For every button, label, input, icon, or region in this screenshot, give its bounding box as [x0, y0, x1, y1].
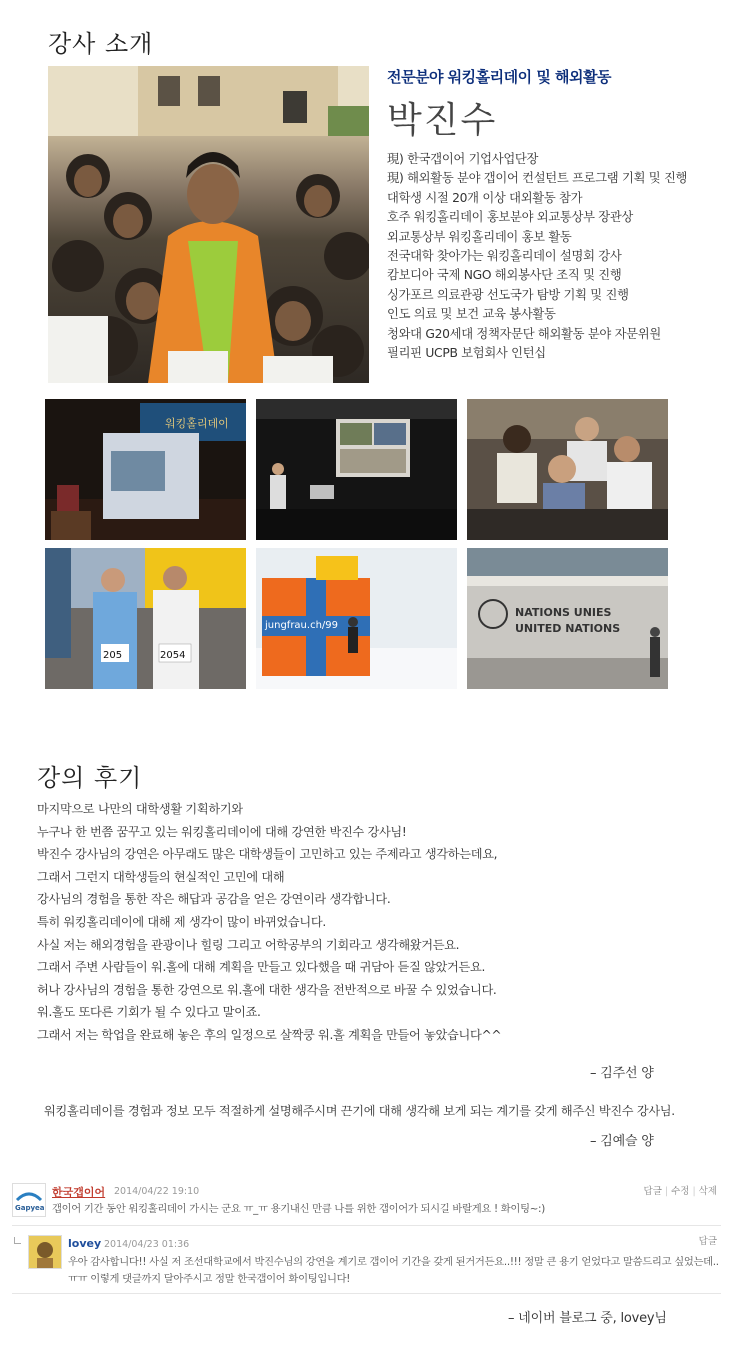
comment-reply-item [12, 1231, 721, 1291]
review-signature-2: – 김예슬 양 [590, 1134, 654, 1149]
race-bib-number: 205 [103, 650, 123, 661]
gallery-photo-jungfrau [256, 548, 457, 689]
comment-box-bottom-border [12, 1293, 721, 1294]
avatar [28, 1235, 62, 1269]
comment-author[interactable]: lovey [68, 1237, 102, 1250]
comment-actions [699, 1233, 717, 1247]
gallery-photo-united-nations [467, 548, 668, 689]
career-item: 청와대 G20세대 정책자문단 해외활동 분야 자문위원 [387, 326, 661, 341]
career-item: 現) 해외활동 분야 갭이어 컨설턴트 프로그램 기획 및 진행 [387, 171, 688, 186]
career-item: 現) 한국갭이어 기업사업단장 [387, 152, 539, 166]
career-list [387, 150, 687, 363]
avatar [12, 1183, 46, 1217]
reply-button[interactable]: 답글 [643, 1186, 662, 1197]
source-attribution: – 네이버 블로그 중, lovey님 [508, 1311, 667, 1326]
review-line: 박진수 강사님의 강연은 아무래도 많은 대학생들이 고민하고 있는 주제라고 생각하는데요, [37, 847, 498, 862]
career-item: 캄보디아 국제 NGO 해외봉사단 조직 및 진행 [387, 268, 622, 283]
instructor-name: 박진수 [387, 100, 498, 141]
reply-indicator-icon [14, 1237, 21, 1244]
comment-author[interactable]: 한국갭이어 [52, 1186, 106, 1199]
instructor-subtitle: 전문분야 워킹홀리데이 및 해외활동 [387, 68, 612, 86]
career-item: 싱가포르 의료관광 선도국가 탐방 기획 및 진행 [387, 287, 629, 302]
comment-text-line-2: ㅠㅠ 이렇게 댓글까지 달아주시고 정말 한국갭이어 화이팅입니다! [68, 1273, 351, 1285]
career-item: 대학생 시절 20개 이상 대외활동 참가 [387, 190, 583, 205]
gallery-photo-friends [467, 399, 668, 540]
svg-text:Gapyear: Gapyear [15, 1204, 45, 1212]
review-section-title: 강의 후기 [37, 764, 143, 792]
comment-item [12, 1175, 721, 1221]
gallery-photo-lecture-hall [45, 399, 246, 540]
gallery-photo-marathon [45, 548, 246, 689]
career-item: 필리핀 UCPB 보험회사 인턴십 [387, 346, 546, 361]
instructor-section-title: 강사 소개 [48, 30, 154, 58]
edit-button[interactable]: 수정 [671, 1186, 690, 1197]
banner-text: 워킹홀리데이 [165, 417, 229, 430]
comment-actions: 답글 | 수정 | 삭제 [643, 1186, 717, 1197]
delete-button[interactable]: 삭제 [698, 1186, 717, 1197]
un-sign-french: NATIONS UNIES [515, 606, 612, 619]
comment-text: 갭이어 기간 동안 워킹홀리데이 가시는 군요 ㅠ_ㅠ 용기내신 만큼 나를 위한 갭이어가 되시길 바랄게요 ! 화이팅~:) [52, 1203, 545, 1215]
review-line: 워.홀도 또다른 기회가 될 수 있다고 말이죠. [37, 1005, 261, 1020]
review-line: 마지막으로 나만의 대학생활 기획하기와 [37, 802, 243, 816]
career-item: 호주 워킹홀리데이 홍보분야 외교통상부 장관상 [387, 210, 634, 225]
jungfrau-sign: jungfrau.ch/99 [265, 620, 339, 631]
review-line: 누구나 한 번쯤 꿈꾸고 있는 워킹홀리데이에 대해 강연한 박진수 강사님! [37, 824, 407, 839]
review-line: 그래서 저는 학업을 완료해 놓은 후의 일정으로 살짝쿵 워.홀 계획을 만들어 놓았습니다^^ [37, 1027, 502, 1042]
race-bib-number: 2054 [160, 650, 186, 661]
review-line: 그래서 주변 사람들이 워.홀에 대해 계획을 만들고 있다했을 때 귀담아 듣질 않았거든요. [37, 960, 486, 975]
review-line: 사실 저는 해외경험을 관광이나 힐링 그리고 어학공부의 기회라고 생각해왔거든요. [37, 937, 460, 952]
comment-date: 2014/04/22 19:10 [114, 1186, 200, 1197]
review-line: 그래서 그런지 대학생들의 현실적인 고민에 대해 [37, 869, 285, 884]
review-quote-2: 워킹홀리데이를 경험과 정보 모두 적절하게 설명해주시며 끈기에 대해 생각해 보게 되는 계기를 갖게 해주신 박진수 강사님. [44, 1104, 675, 1118]
reply-button[interactable]: 답글 [698, 1236, 717, 1247]
career-item: 전국대학 찾아가는 워킹홀리데이 설명회 강사 [387, 249, 622, 264]
comment-text-line-1: 우아 감사합니다!! 사실 저 조선대학교에서 박진수님의 강연을 계기로 갭이어 기간을 갖게 된거거든요..!!! 정말 큰 용기 얻었다고 말씀드리고 싶었는데.. [68, 1256, 719, 1268]
gallery-photo-seminar-room [256, 399, 457, 540]
comment-divider [12, 1225, 721, 1226]
review-line: 특히 워킹홀리데이에 대해 제 생각이 많이 바뀌었습니다. [37, 914, 326, 929]
review-line: 허나 강사님의 경험을 통한 강연으로 워.홀에 대한 생각을 전반적으로 바꿀 수 있었습니다. [37, 982, 497, 997]
un-sign-english: UNITED NATIONS [515, 622, 621, 635]
career-item: 외교통상부 워킹홀리데이 홍보 활동 [387, 229, 572, 244]
review-signature-1: – 김주선 양 [590, 1066, 654, 1081]
instructor-main-photo [48, 66, 369, 383]
career-item: 인도 의료 및 보건 교육 봉사활동 [387, 307, 556, 322]
review-body [37, 798, 501, 1047]
review-line: 강사님의 경험을 통한 작은 해답과 공감을 얻은 강연이라 생각합니다. [37, 892, 391, 907]
comment-date: 2014/04/23 01:36 [104, 1239, 190, 1250]
